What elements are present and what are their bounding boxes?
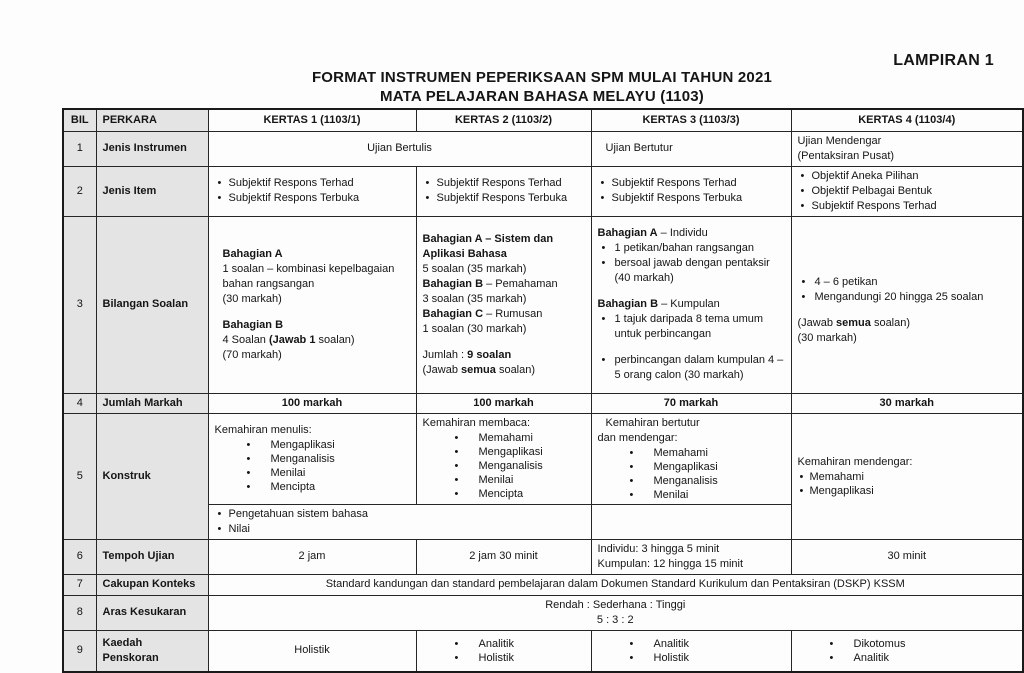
text-run: soalan) [495,363,536,376]
bullet-item: • Mengaplikasi [271,438,410,452]
perkara-label: Kaedah Penskoran [102,636,159,664]
cell-tempoh-ujian-kertas4: 30 minit [791,539,1023,574]
cell-jenis-item-kertas1 [208,166,416,216]
bullet-item: • Holistik [479,651,585,665]
bullet-item: • Analitik [854,651,1017,665]
bullet-item: • 1 tajuk daripada 8 tema umum untuk perbincangan [598,312,785,342]
bil-aras-kesukaran: 8 [63,595,96,630]
jawab-semua [423,363,585,378]
row-tempoh-ujian [63,539,1023,574]
bullet-item: • Mengandungi 20 hingga 25 soalan [798,290,1017,305]
text-run: – Pemahaman [483,277,558,290]
aras-ratio-values: 5 : 3 : 2 [596,613,634,626]
bullet-item: • Subjektif Respons Terbuka [423,191,585,206]
cell-jumlah-markah-kertas2: 100 markah [416,393,591,413]
marks-text: (30 markah) [797,331,857,344]
text-run-bold: Bahagian B [597,298,659,310]
row-konstruk [63,413,1023,504]
header-kertas2: KERTAS 2 (1103/2) [416,109,591,131]
konstruk-title-line2: dan mendengar: [597,431,678,444]
bullet-item: • Menilai [654,488,785,502]
bullet-item: • Objektif Pelbagai Bentuk [798,184,1017,199]
cell-jumlah-markah-kertas4: 30 markah [791,393,1023,413]
lampiran-label: LAMPIRAN 1 [893,52,994,69]
cell-bilangan-soalan-kertas4 [791,216,1023,393]
cell-bilangan-soalan-kertas3 [591,216,791,393]
ujian-mendengar-line2: (Pentaksiran Pusat) [797,149,895,162]
cell-jenis-instrumen-kertas1-2: Ujian Bertulis [208,131,591,166]
bahagian-a-count: 5 soalan (35 markah) [422,262,527,275]
cell-tempoh-ujian-kertas1: 2 jam [208,539,416,574]
perkara-jenis-instrumen: Jenis Instrumen [96,131,208,166]
bahagian-a-marks: (30 markah) [222,292,282,305]
cell-kaedah-penskoran-kertas4 [791,630,1023,672]
text-run: (Jawab [422,363,462,376]
perkara-kaedah-penskoran [96,630,208,672]
header-kertas3: KERTAS 3 (1103/3) [591,109,791,131]
cell-bilangan-soalan-kertas1 [208,216,416,393]
bahagian-a-title: Bahagian A [222,247,283,260]
row-jenis-item [63,166,1023,216]
title-line-2: MATA PELAJARAN BAHASA MELAYU (1103) [380,88,704,105]
cell-tempoh-ujian-kertas3 [591,539,791,574]
text-run: 4 Soalan [222,333,269,346]
table-header-row [63,109,1023,131]
konstruk-title: Kemahiran membaca: [422,417,531,429]
document-title [62,68,1022,106]
cell-kaedah-penskoran-kertas2 [416,630,591,672]
tempoh-individu: Individu: 3 hingga 5 minit [597,542,720,555]
ujian-mendengar-line1: Ujian Mendengar [797,134,882,147]
perkara-bilangan-soalan: Bilangan Soalan [96,216,208,393]
text-run: – Kumpulan [658,298,720,310]
text-run-bold: semua [461,363,496,376]
bahagian-b-title [423,277,585,292]
text-run: – Individu [657,227,708,239]
bullet-item: • Memahami [654,446,785,460]
bil-tempoh-ujian: 6 [63,539,96,574]
bahagian-a-title [598,226,785,241]
row-cakupan-konteks [63,574,1023,595]
row-jumlah-markah [63,393,1023,413]
perkara-aras-kesukaran: Aras Kesukaran [96,595,208,630]
bahagian-a-title: Bahagian A – Sistem dan Aplikasi Bahasa [422,232,554,260]
header-perkara: PERKARA [96,109,208,131]
text-run: – Rumusan [483,307,543,320]
cell-aras-kesukaran [208,595,1023,630]
bullet-item: • perbincangan dalam kumpulan 4 – 5 orang calon (30 markah) [598,353,785,383]
bullet-item: • Holistik [654,651,785,665]
cell-jenis-item-kertas4 [791,166,1023,216]
bullet-item: • Analitik [479,637,585,651]
bullet-item: • Menilai [479,473,585,487]
cell-konstruk-kertas3 [591,413,791,504]
text-run-bold: (Jawab 1 [268,333,316,346]
row-aras-kesukaran [63,595,1023,630]
ujian-bertutur-text: Ujian Bertutur [605,142,673,154]
header-kertas1: KERTAS 1 (1103/1) [208,109,416,131]
bullet-item: • Menganalisis [479,459,585,473]
row-bilangan-soalan [63,216,1023,393]
konstruk-title-line1: Kemahiran bertutur [605,416,700,429]
bullet-item: • Dikotomus [854,637,1017,651]
bil-cakupan-konteks: 7 [63,574,96,595]
cell-jenis-item-kertas3 [591,166,791,216]
cell-tempoh-ujian-kertas2: 2 jam 30 minit [416,539,591,574]
text-run-bold: 9 soalan [467,348,512,361]
bullet-item: • Mencipta [479,487,585,501]
bahagian-c-title [423,307,585,322]
text-run-bold: Bahagian C [422,307,484,320]
cell-jumlah-markah-kertas1: 100 markah [208,393,416,413]
title-line-1: FORMAT INSTRUMEN PEPERIKSAAN SPM MULAI TAHUN 2021 [311,69,773,86]
row-jenis-instrumen [63,131,1023,166]
exam-format-table [62,108,1024,673]
text-run: soalan) [315,333,355,346]
bullet-item: • 4 – 6 petikan [798,275,1017,290]
konstruk-title: Kemahiran menulis: [214,424,312,436]
bil-jenis-instrumen: 1 [63,131,96,166]
bil-jumlah-markah: 4 [63,393,96,413]
bullet-item: • Mencipta [271,480,410,494]
bullet-item: • Mengaplikasi [654,460,785,474]
bullet-item: • Analitik [654,637,785,651]
text-run: soalan) [870,316,911,329]
perkara-tempoh-ujian: Tempoh Ujian [96,539,208,574]
text-run-bold: semua [836,316,871,329]
row-kaedah-penskoran [63,630,1023,672]
perkara-jumlah-markah: Jumlah Markah [96,393,208,413]
text-run: Jumlah : [422,348,468,361]
bullet-item: • Subjektif Respons Terhad [215,176,410,191]
bullet-item: • Subjektif Respons Terhad [423,176,585,191]
bullet-item: • bersoal jawab dengan pentaksir (40 markah) [598,256,785,286]
bil-konstruk: 5 [63,413,96,539]
bullet-item: • Subjektif Respons Terhad [798,199,1017,214]
cell-konstruk-kertas1 [208,413,416,504]
cell-konstruk-shared-kertas1-2 [208,504,591,539]
bil-bilangan-soalan: 3 [63,216,96,393]
cell-jenis-instrumen-kertas3 [591,131,791,166]
perkara-jenis-item: Jenis Item [96,166,208,216]
bahagian-b-count: 3 soalan (35 markah) [422,292,527,305]
bahagian-b-marks: (70 markah) [222,348,282,361]
jawab-semua [798,316,1017,331]
bahagian-b-title: Bahagian B [222,318,284,331]
bullet-item: • Menganalisis [271,452,410,466]
bullet-item: • Subjektif Respons Terbuka [215,191,410,206]
bullet-item: • Menilai [271,466,410,480]
bullet-item: • Objektif Aneka Pilihan [798,169,1017,184]
aras-ratio-labels: Rendah : Sederhana : Tinggi [545,598,686,611]
cell-bilangan-soalan-kertas2 [416,216,591,393]
bil-kaedah-penskoran: 9 [63,630,96,672]
bil-jenis-item: 2 [63,166,96,216]
konstruk-title: Kemahiran mendengar: [797,455,913,468]
perkara-konstruk: Konstruk [96,413,208,539]
bahagian-b-desc [223,333,410,348]
bullet-item: • Menganalisis [654,474,785,488]
cell-konstruk-kertas3-empty [591,504,791,539]
bullet-item: • Pengetahuan sistem bahasa [215,507,585,522]
cell-jenis-instrumen-kertas4 [791,131,1023,166]
bahagian-b-title [598,297,785,312]
cell-konstruk-kertas4 [791,413,1023,539]
cell-jenis-item-kertas2 [416,166,591,216]
cell-jumlah-markah-kertas3: 70 markah [591,393,791,413]
cell-kaedah-penskoran-kertas3 [591,630,791,672]
perkara-cakupan-konteks: Cakupan Konteks [96,574,208,595]
text-run-bold: Bahagian A [597,227,658,239]
bullet-item: • Subjektif Respons Terhad [598,176,785,191]
tempoh-kumpulan: Kumpulan: 12 hingga 15 minit [597,557,744,570]
text-run-bold: Bahagian B [422,277,484,290]
text-run: (Jawab [797,316,837,329]
bahagian-c-count: 1 soalan (30 markah) [422,322,527,335]
bullet-item: • Memahami [479,431,585,445]
header-kertas4: KERTAS 4 (1103/4) [791,109,1023,131]
bullet-item: • Subjektif Respons Terbuka [598,191,785,206]
jumlah-soalan [423,348,585,363]
bullet-item: • Nilai [215,522,585,537]
cell-kaedah-penskoran-kertas1: Holistik [208,630,416,672]
cell-cakupan-konteks: Standard kandungan dan standard pembelajaran dalam Dokumen Standard Kurikulum dan Pentaksiran (DSKP) KSSM [208,574,1023,595]
bullet-item: • Memahami [810,470,1017,484]
bullet-item: • 1 petikan/bahan rangsangan [598,241,785,256]
bullet-item: • Mengaplikasi [479,445,585,459]
bullet-item: • Mengaplikasi [810,484,1017,498]
cell-konstruk-kertas2 [416,413,591,504]
header-bil: BIL [63,109,96,131]
bahagian-a-desc: 1 soalan – kombinasi kepelbagaian bahan rangsangan [222,262,395,290]
